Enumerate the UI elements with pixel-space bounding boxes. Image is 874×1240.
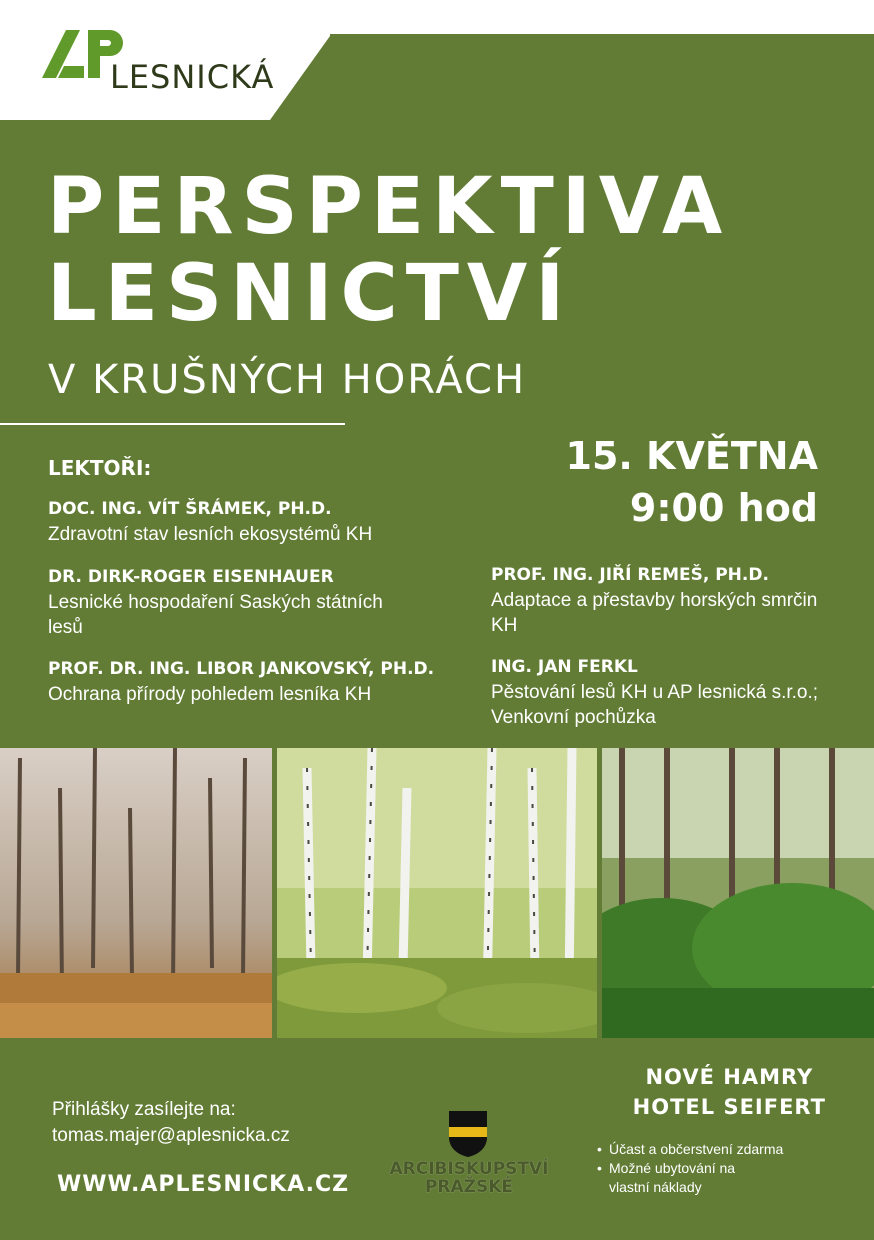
event-datetime: [566, 430, 819, 534]
note-item: • Účast a občerstvení zdarma: [597, 1140, 783, 1159]
photo-birch-forest: [277, 748, 597, 1038]
lecturer-name: DR. DIRK-ROGER EISENHAUER: [48, 567, 334, 587]
subtitle: V KRUŠNÝCH HORÁCH: [48, 357, 527, 403]
website-link[interactable]: WWW.APLESNICKA.CZ: [57, 1172, 350, 1197]
venue-hotel: HOTEL SEIFERT: [632, 1095, 826, 1119]
lecturer-topic: Lesnické hospodaření Saských státních lesů: [48, 592, 383, 638]
lecturer-1: [48, 498, 468, 547]
lecturer-2: [48, 566, 388, 640]
lecturer-name: PROF. DR. ING. LIBOR JANKOVSKÝ, PH.D.: [48, 659, 435, 679]
title-line-2: LESNICTVÍ: [47, 249, 573, 339]
venue: [633, 1062, 826, 1122]
lecturer-name: ING. JAN FERKL: [491, 657, 638, 677]
lecturers-label: LEKTOŘI:: [48, 456, 152, 480]
lecturer-name: PROF. ING. JIŘÍ REMEŠ, PH.D.: [491, 565, 769, 585]
lecturer-topic: Adaptace a přestavby horských smrčin KH: [491, 590, 818, 636]
lecturer-5: [491, 656, 831, 730]
photo-dead-forest: [0, 748, 272, 1038]
notes-list: [597, 1140, 783, 1197]
lecturer-3: [48, 658, 468, 707]
registration-label: Přihlášky zasílejte na:: [52, 1099, 236, 1120]
partner-line-2: PRAŽSKÉ: [424, 1177, 514, 1197]
lecturer-4: [491, 564, 836, 638]
title-line-1: PERSPEKTIVA: [47, 162, 731, 252]
lecturer-topic: Pěstování lesů KH u AP lesnická s.r.o.; Venkovní pochůzka: [491, 682, 819, 728]
registration-info: [52, 1097, 290, 1149]
venue-town: NOVÉ HAMRY: [645, 1065, 814, 1089]
lecturer-topic: Ochrana přírody pohledem lesníka KH: [48, 684, 372, 705]
logo-text: LESNICKÁ: [110, 58, 275, 96]
partner-name: [377, 1160, 561, 1196]
event-date: 15. KVĚTNA: [565, 434, 818, 478]
photo-spruce-forest: [602, 748, 874, 1038]
note-item: • Možné ubytování na vlastní náklady: [597, 1159, 779, 1197]
divider: [0, 423, 345, 425]
registration-email[interactable]: tomas.majer@aplesnicka.cz: [52, 1125, 290, 1146]
lecturer-topic: Zdravotní stav lesních ekosystémů KH: [48, 524, 373, 545]
event-time: 9:00 hod: [629, 486, 818, 530]
lecturer-name: DOC. ING. VÍT ŠRÁMEK, PH.D.: [48, 499, 332, 519]
shield-icon: [448, 1110, 488, 1158]
photo-strip: [0, 748, 874, 1038]
partner-line-1: ARCIBISKUPSTVÍ: [389, 1159, 549, 1179]
